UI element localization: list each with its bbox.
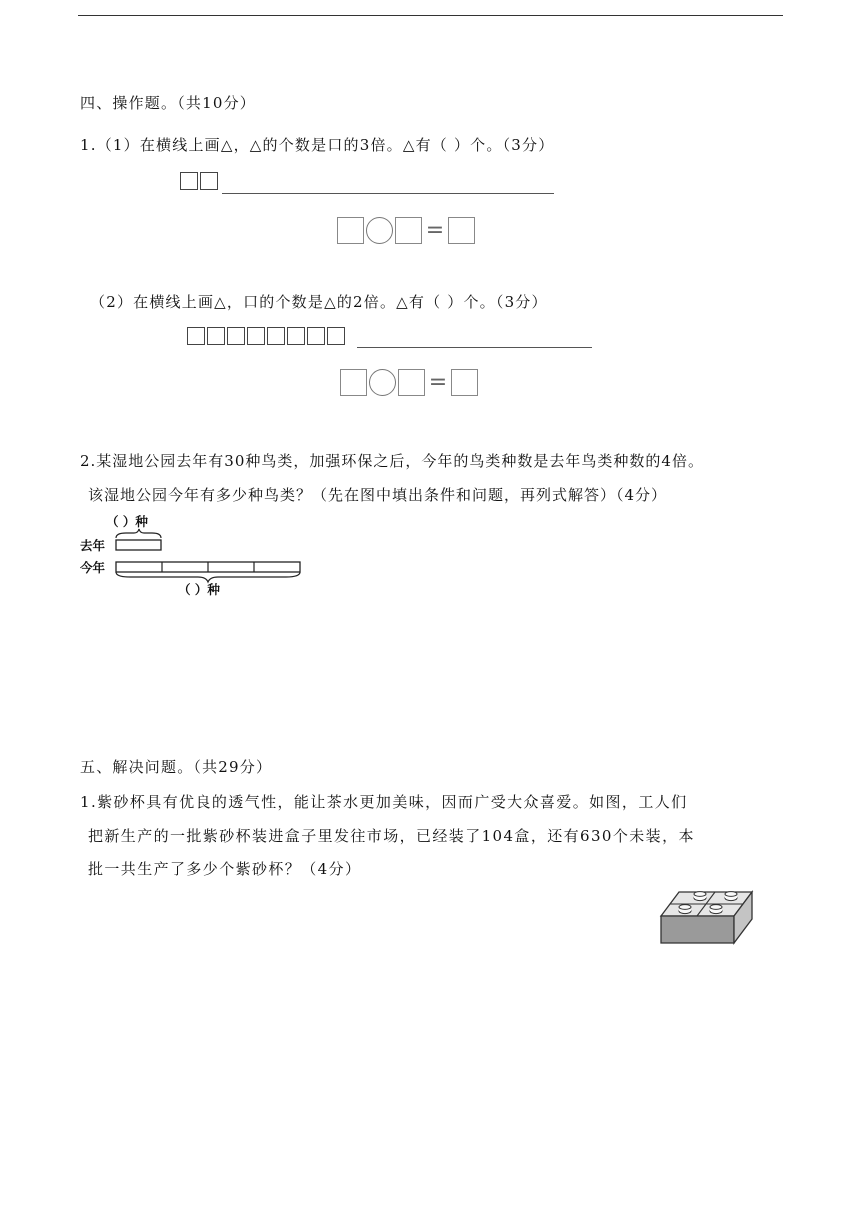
square-shape (267, 327, 285, 345)
section-5-q1-line-3: 批一共生产了多少个紫砂杯？（4分） (88, 860, 362, 878)
label-last-year: 去年 (80, 538, 106, 553)
label-this-year: 今年 (80, 560, 106, 575)
operator-circle[interactable] (366, 217, 393, 244)
square-shape (227, 327, 245, 345)
equals-sign: = (428, 370, 448, 395)
square-shape (307, 327, 325, 345)
equation-blanks-2[interactable] (340, 369, 480, 396)
answer-line-1[interactable] (222, 193, 554, 194)
bottom-brace (116, 572, 300, 582)
segment-drawing (78, 510, 318, 602)
given-squares-1 (180, 172, 218, 190)
equals-sign: = (425, 218, 445, 243)
last-year-bar (116, 540, 161, 550)
diagram-bottom-label: （ ）种 (178, 582, 220, 597)
cup-box-illustration (658, 888, 756, 948)
answer-line-2[interactable] (357, 347, 592, 348)
section-5-title: 五、解决问题。（共29分） (80, 758, 273, 776)
blank-box[interactable] (398, 369, 425, 396)
given-squares-2 (187, 327, 345, 345)
square-shape (207, 327, 225, 345)
box-front (661, 916, 734, 943)
square-shape (287, 327, 305, 345)
diagram-top-label: （ ）种 (106, 514, 148, 529)
blank-box[interactable] (340, 369, 367, 396)
square-shape (187, 327, 205, 345)
square-shape (327, 327, 345, 345)
top-rule (78, 15, 783, 16)
section-5-q1-line-2: 把新生产的一批紫砂杯装进盒子里发往市场，已经装了104盒，还有630个未装，本 (88, 827, 695, 845)
square-shape (180, 172, 198, 190)
blank-box[interactable] (395, 217, 422, 244)
question-2-line-1: 2.某湿地公园去年有30种鸟类，加强环保之后，今年的鸟类种数是去年鸟类种数的4倍。 (80, 452, 704, 470)
question-1-2: （2）在横线上画△，口的个数是△的2倍。△有（ ）个。（3分） (90, 293, 548, 311)
blank-box[interactable] (448, 217, 475, 244)
question-2-line-2: 该湿地公园今年有多少种鸟类？（先在图中填出条件和问题，再列式解答）（4分） (88, 486, 668, 504)
blank-box[interactable] (337, 217, 364, 244)
section-5-q1-line-1: 1.紫砂杯具有优良的透气性，能让茶水更加美味，因而广受大众喜爱。如图，工人们 (80, 793, 688, 811)
section-4-title: 四、操作题。（共10分） (80, 94, 256, 112)
square-shape (247, 327, 265, 345)
blank-box[interactable] (451, 369, 478, 396)
operator-circle[interactable] (369, 369, 396, 396)
square-shape (200, 172, 218, 190)
segment-diagram (78, 510, 318, 602)
top-brace (116, 529, 161, 538)
question-1-1: 1.（1）在横线上画△，△的个数是口的3倍。△有（ ）个。（3分） (80, 136, 555, 154)
equation-blanks-1[interactable] (337, 217, 477, 244)
